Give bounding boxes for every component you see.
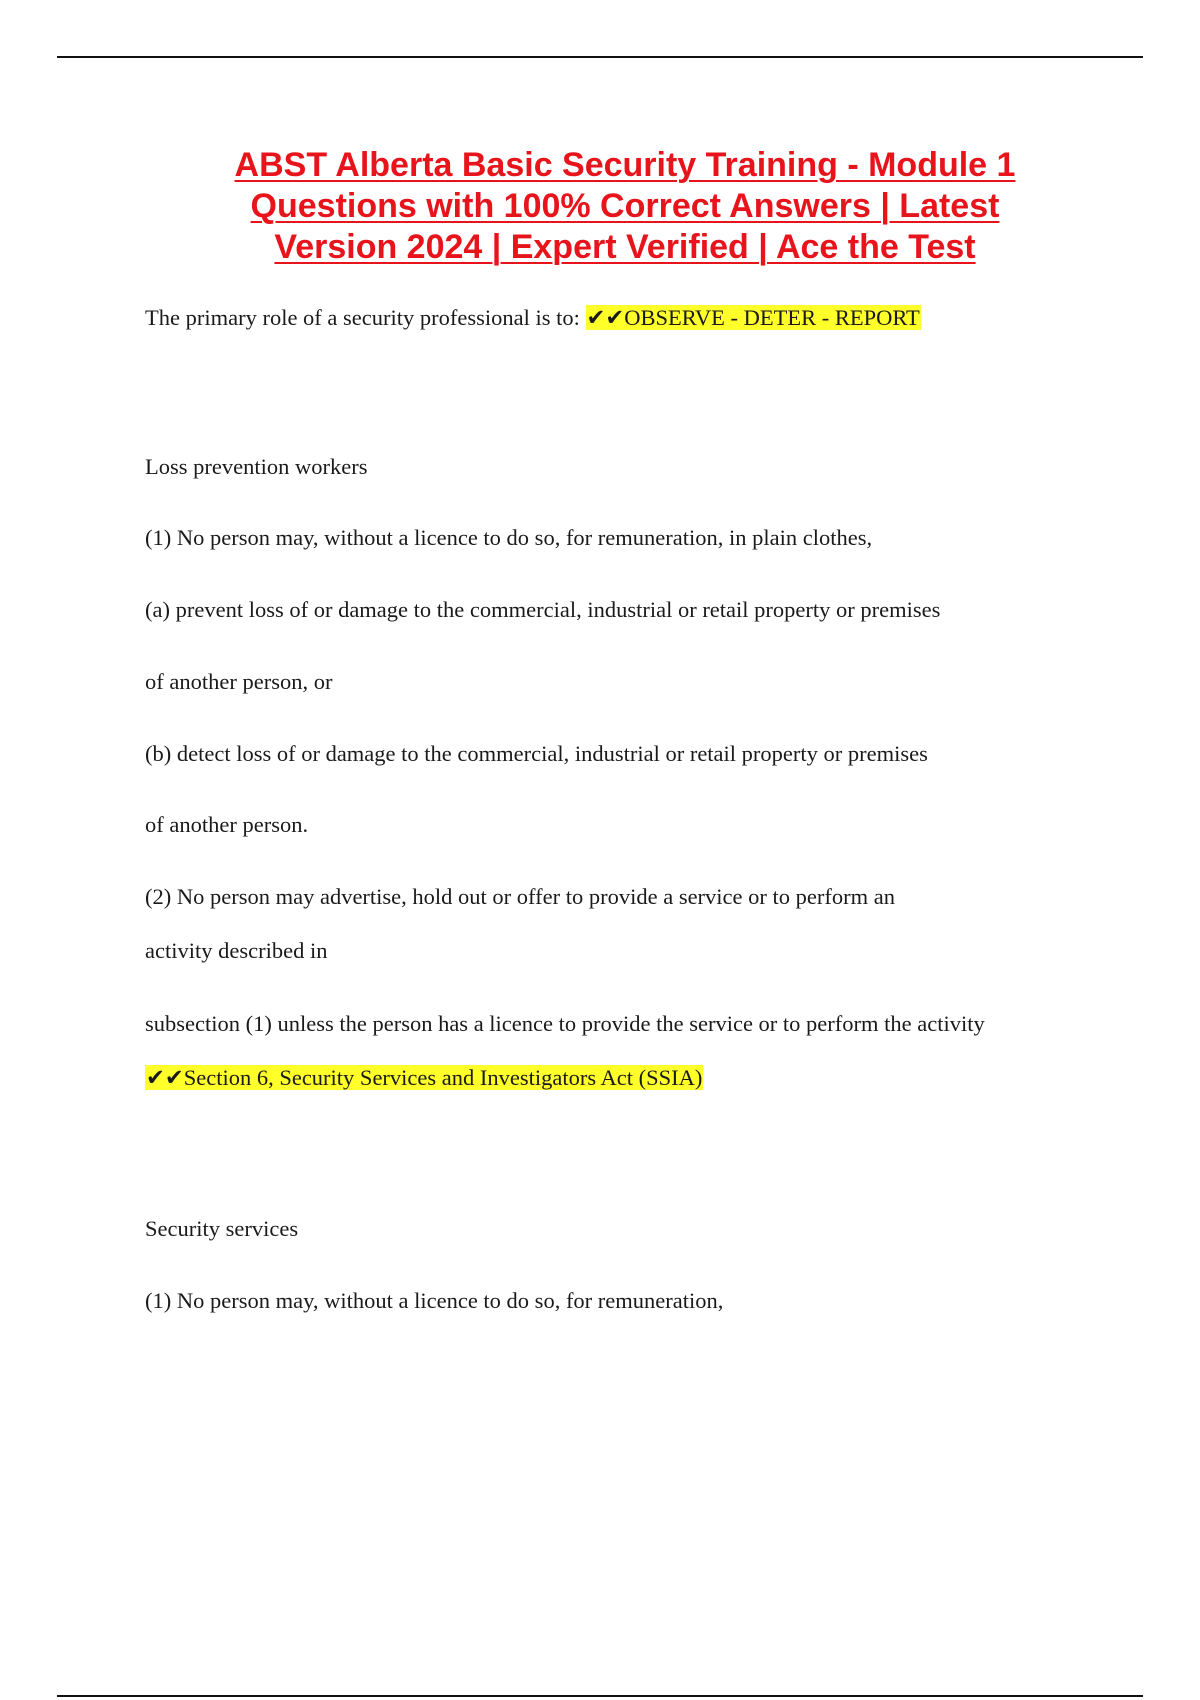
document-title <box>150 145 1100 268</box>
q2-line-4: (b) detect loss of or damage to the commercial, industrial or retail property or premises <box>145 741 928 766</box>
answer-2 <box>145 1064 703 1092</box>
q2-line-3: of another person, or <box>145 669 333 694</box>
q2-line-7: activity described in <box>145 938 328 963</box>
top-rule <box>57 56 1143 58</box>
q2-line-5: of another person. <box>145 812 309 837</box>
title-line-1: ABST Alberta Basic Security Training - Module 1 <box>234 146 1016 184</box>
question-1 <box>145 304 921 332</box>
q2-line-0: Loss prevention workers <box>145 454 368 479</box>
q2-line-8: subsection (1) unless the person has a licence to provide the service or to perform the activity <box>145 1011 985 1036</box>
q2-line-1: (1) No person may, without a licence to do so, for remuneration, in plain clothes, <box>145 525 873 550</box>
q3-line-0: Security services <box>145 1216 299 1241</box>
answer-2-highlight: ✔✔Section 6, Security Services and Investigators Act (SSIA) <box>146 1065 703 1090</box>
bottom-rule <box>57 1695 1143 1697</box>
question-1-text: The primary role of a security professional is to: <box>145 305 586 330</box>
q3-line-1: (1) No person may, without a licence to do so, for remuneration, <box>145 1288 724 1313</box>
title-line-3: Version 2024 | Expert Verified | Ace the Test <box>274 228 976 266</box>
title-line-2: Questions with 100% Correct Answers | Latest <box>250 187 1000 225</box>
answer-1-highlight: ✔✔OBSERVE - DETER - REPORT <box>586 305 920 330</box>
q2-line-6: (2) No person may advertise, hold out or offer to provide a service or to perform an <box>145 884 895 909</box>
q2-line-2: (a) prevent loss of or damage to the commercial, industrial or retail property or premises <box>145 597 941 622</box>
